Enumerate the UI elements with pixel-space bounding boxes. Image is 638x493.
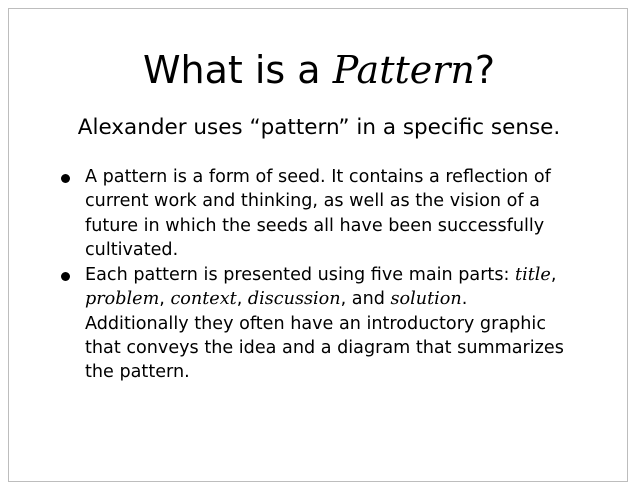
part-solution: solution: [390, 289, 462, 310]
bullet-dot-icon: [61, 272, 70, 281]
part-separator: , and: [340, 289, 391, 310]
part-context: context: [170, 289, 237, 310]
part-separator: ,: [550, 265, 557, 286]
bullet-outro: . Additionally they often have an introductory graphic that conveys the idea and a diagram that summarizes the pattern.: [85, 289, 564, 383]
bullet-dot-icon: [61, 174, 70, 183]
part-separator: ,: [159, 289, 171, 310]
bullet-list: [9, 165, 629, 385]
bullet-item: [9, 263, 575, 384]
bullet-item: [9, 165, 575, 262]
slide: [8, 8, 628, 482]
title-suffix: ?: [474, 48, 496, 92]
title-emphasis: Pattern: [332, 48, 475, 92]
part-separator: ,: [236, 289, 248, 310]
slide-title: [9, 47, 629, 93]
part-problem: problem: [85, 289, 160, 310]
part-title: title: [515, 265, 551, 286]
part-discussion: discussion: [247, 289, 341, 310]
bullet-intro: Each pattern is presented using five main parts:: [85, 265, 516, 286]
bullet-text: [85, 263, 575, 384]
slide-subtitle: Alexander uses “pattern” in a specific sense.: [77, 115, 561, 140]
title-prefix: What is a: [142, 48, 333, 92]
bullet-text: A pattern is a form of seed. It contains a reflection of current work and thinking, as well as the vision of a future in which the seeds all have been successfully cultivated.: [85, 167, 551, 260]
